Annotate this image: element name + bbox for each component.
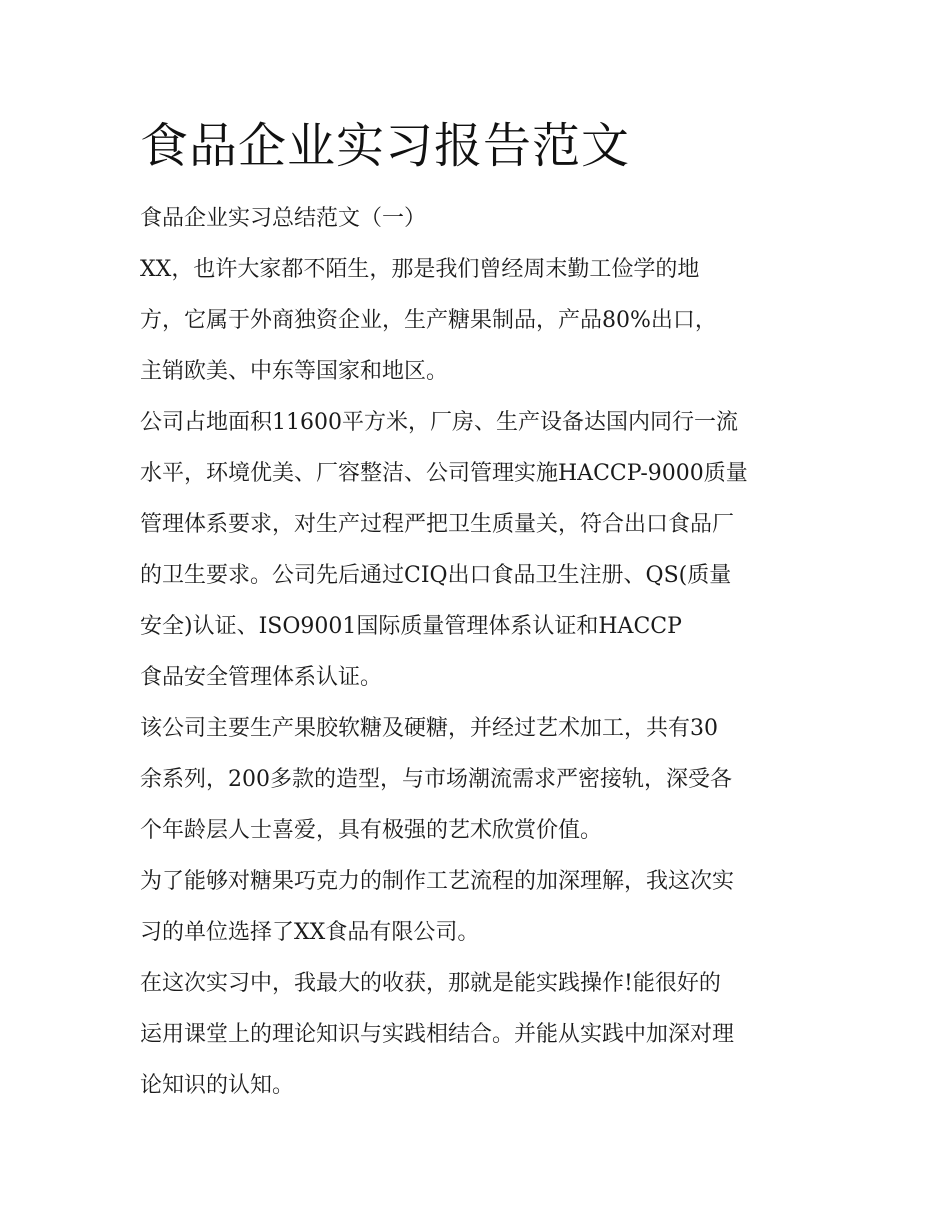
paragraph-company-intro xyxy=(140,244,820,397)
text-line: 为了能够对糖果巧克力的制作工艺流程的加深理解，我这次实 xyxy=(140,869,735,894)
text-line: 余系列，200多款的造型，与市场潮流需求严密接轨，深受各 xyxy=(140,767,732,792)
text-line: 主销欧美、中东等国家和地区。 xyxy=(140,359,449,384)
text-line: 习的单位选择了XX食品有限公司。 xyxy=(140,920,480,945)
document-title: 食品企业实习报告范文 xyxy=(140,118,631,174)
paragraph-purpose xyxy=(140,856,820,958)
section-subtitle: 食品企业实习总结范文（一） xyxy=(140,206,427,231)
text-line: 方，它属于外商独资企业，生产糖果制品，产品80%出口， xyxy=(140,308,717,333)
text-line: 公司占地面积11600平方米，厂房、生产设备达国内同行一流 xyxy=(140,410,738,435)
text-line: 在这次实习中，我最大的收获，那就是能实践操作!能很好的 xyxy=(140,971,721,996)
text-line: 运用课堂上的理论知识与实践相结合。并能从实践中加深对理 xyxy=(140,1022,735,1047)
text-line: XX，也许大家都不陌生，那是我们曾经周末勤工俭学的地 xyxy=(140,257,700,282)
text-line: 论知识的认知。 xyxy=(140,1073,295,1098)
text-line: 该公司主要生产果胶软糖及硬糖，并经过艺术加工，共有30 xyxy=(140,716,718,741)
text-line: 安全)认证、ISO9001国际质量管理体系认证和HACCP xyxy=(140,614,682,639)
text-line: 水平，环境优美、厂容整洁、公司管理实施HACCP-9000质量 xyxy=(140,461,748,486)
text-line: 的卫生要求。公司先后通过CIQ出口食品卫生注册、QS(质量 xyxy=(140,563,732,588)
paragraph-gains xyxy=(140,958,820,1111)
document-body xyxy=(140,112,820,1111)
text-line: 食品安全管理体系认证。 xyxy=(140,665,383,690)
paragraph-products xyxy=(140,703,820,856)
paragraph-company-facilities xyxy=(140,397,820,703)
text-line: 管理体系要求，对生产过程严把卫生质量关，符合出口食品厂 xyxy=(140,512,735,537)
text-line: 个年龄层人士喜爱，具有极强的艺术欣赏价值。 xyxy=(140,818,603,843)
